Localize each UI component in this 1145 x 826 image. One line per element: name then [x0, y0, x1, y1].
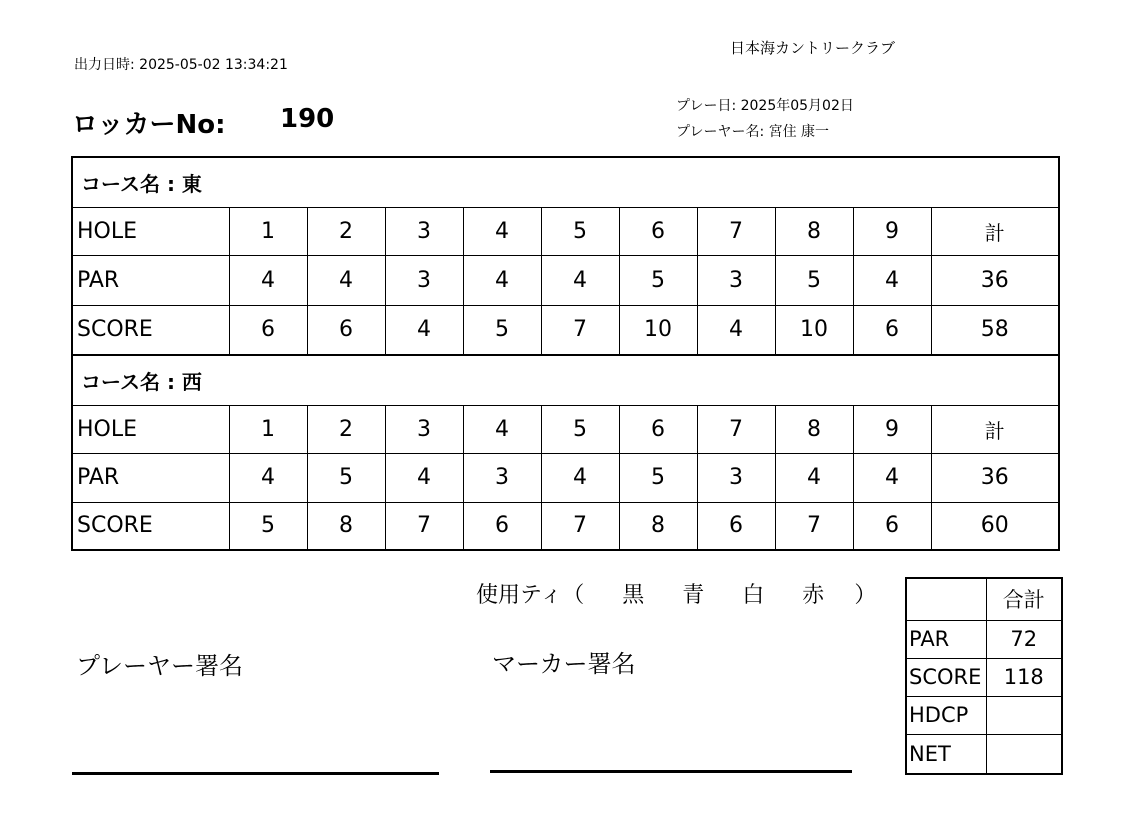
- hole-number: 7: [697, 207, 775, 255]
- par-cell: 4: [541, 255, 619, 305]
- scorecard-west: [71, 354, 1060, 551]
- score-cell: 8: [307, 502, 385, 550]
- score-cell: 4: [697, 305, 775, 355]
- hole-number: 9: [853, 207, 931, 255]
- hole-number: 8: [775, 207, 853, 255]
- tee-red: 赤: [802, 583, 825, 608]
- score-cell: 6: [463, 502, 541, 550]
- score-cell: 10: [619, 305, 697, 355]
- hole-number: 6: [619, 405, 697, 453]
- hole-number: 8: [775, 405, 853, 453]
- par-cell: 5: [619, 255, 697, 305]
- scorecard-east: [71, 156, 1060, 356]
- par-cell: 4: [385, 453, 463, 502]
- par-cell: 3: [463, 453, 541, 502]
- score-cell: 8: [619, 502, 697, 550]
- summary-label: HDCP: [906, 696, 986, 734]
- play-date: プレー日: 2025年05月02日: [676, 98, 854, 114]
- score-cell: 5: [463, 305, 541, 355]
- hole-number: 5: [541, 405, 619, 453]
- hole-number: 4: [463, 207, 541, 255]
- tee-blue: 青: [682, 583, 705, 608]
- output-datetime: 出力日時: 2025-05-02 13:34:21: [74, 57, 288, 73]
- par-cell: 4: [463, 255, 541, 305]
- summary-value: [986, 734, 1062, 774]
- summary-total-header: 合計: [986, 578, 1062, 620]
- score-cell: 7: [385, 502, 463, 550]
- hole-number: 1: [229, 405, 307, 453]
- course-title: コース名 : 東: [72, 157, 1059, 207]
- par-cell: 4: [775, 453, 853, 502]
- summary-table: [905, 577, 1063, 775]
- marker-signature-line: [490, 770, 852, 773]
- score-cell: 7: [541, 502, 619, 550]
- summary-label: NET: [906, 734, 986, 774]
- score-cell: 6: [229, 305, 307, 355]
- hole-number: 3: [385, 405, 463, 453]
- hole-number: 3: [385, 207, 463, 255]
- par-cell: 4: [229, 255, 307, 305]
- par-cell: 3: [385, 255, 463, 305]
- hole-number: 2: [307, 207, 385, 255]
- hole-number: 9: [853, 405, 931, 453]
- hole-number: 1: [229, 207, 307, 255]
- par-label: PAR: [72, 453, 229, 502]
- summary-value: 118: [986, 658, 1062, 696]
- par-cell: 5: [619, 453, 697, 502]
- hole-number: 2: [307, 405, 385, 453]
- score-cell: 7: [775, 502, 853, 550]
- tee-selection: [476, 578, 876, 609]
- par-cell: 4: [853, 453, 931, 502]
- tee-close: ）: [854, 583, 877, 608]
- summary-label: PAR: [906, 620, 986, 658]
- par-total: 36: [931, 255, 1059, 305]
- summary-label: SCORE: [906, 658, 986, 696]
- marker-signature-label: マーカー署名: [492, 650, 636, 678]
- score-cell: 4: [385, 305, 463, 355]
- hole-label: HOLE: [72, 207, 229, 255]
- score-total: 58: [931, 305, 1059, 355]
- player-signature-line: [72, 772, 439, 775]
- hole-number: 4: [463, 405, 541, 453]
- locker-number: 190: [280, 104, 335, 134]
- hole-number: 6: [619, 207, 697, 255]
- summary-corner: [906, 578, 986, 620]
- score-label: SCORE: [72, 305, 229, 355]
- total-label: 計: [931, 405, 1059, 453]
- score-total: 60: [931, 502, 1059, 550]
- club-name: 日本海カントリークラブ: [730, 39, 896, 57]
- par-cell: 5: [307, 453, 385, 502]
- score-cell: 6: [853, 502, 931, 550]
- par-cell: 4: [541, 453, 619, 502]
- par-cell: 3: [697, 453, 775, 502]
- course-title: コース名 : 西: [72, 355, 1059, 405]
- par-cell: 4: [307, 255, 385, 305]
- summary-value: [986, 696, 1062, 734]
- hole-label: HOLE: [72, 405, 229, 453]
- par-label: PAR: [72, 255, 229, 305]
- score-cell: 7: [541, 305, 619, 355]
- locker-label: ロッカーNo:: [72, 110, 226, 140]
- par-cell: 3: [697, 255, 775, 305]
- score-cell: 6: [307, 305, 385, 355]
- tee-label: 使用ティ（: [476, 583, 585, 608]
- score-cell: 10: [775, 305, 853, 355]
- tee-black: 黒: [622, 583, 645, 608]
- score-cell: 6: [697, 502, 775, 550]
- total-label: 計: [931, 207, 1059, 255]
- summary-value: 72: [986, 620, 1062, 658]
- score-cell: 6: [853, 305, 931, 355]
- score-label: SCORE: [72, 502, 229, 550]
- par-cell: 4: [229, 453, 307, 502]
- player-name: プレーヤー名: 宮住 康一: [676, 124, 830, 140]
- tee-white: 白: [742, 583, 765, 608]
- player-signature-label: プレーヤー署名: [76, 652, 244, 680]
- hole-number: 5: [541, 207, 619, 255]
- par-total: 36: [931, 453, 1059, 502]
- hole-number: 7: [697, 405, 775, 453]
- score-cell: 5: [229, 502, 307, 550]
- par-cell: 4: [853, 255, 931, 305]
- par-cell: 5: [775, 255, 853, 305]
